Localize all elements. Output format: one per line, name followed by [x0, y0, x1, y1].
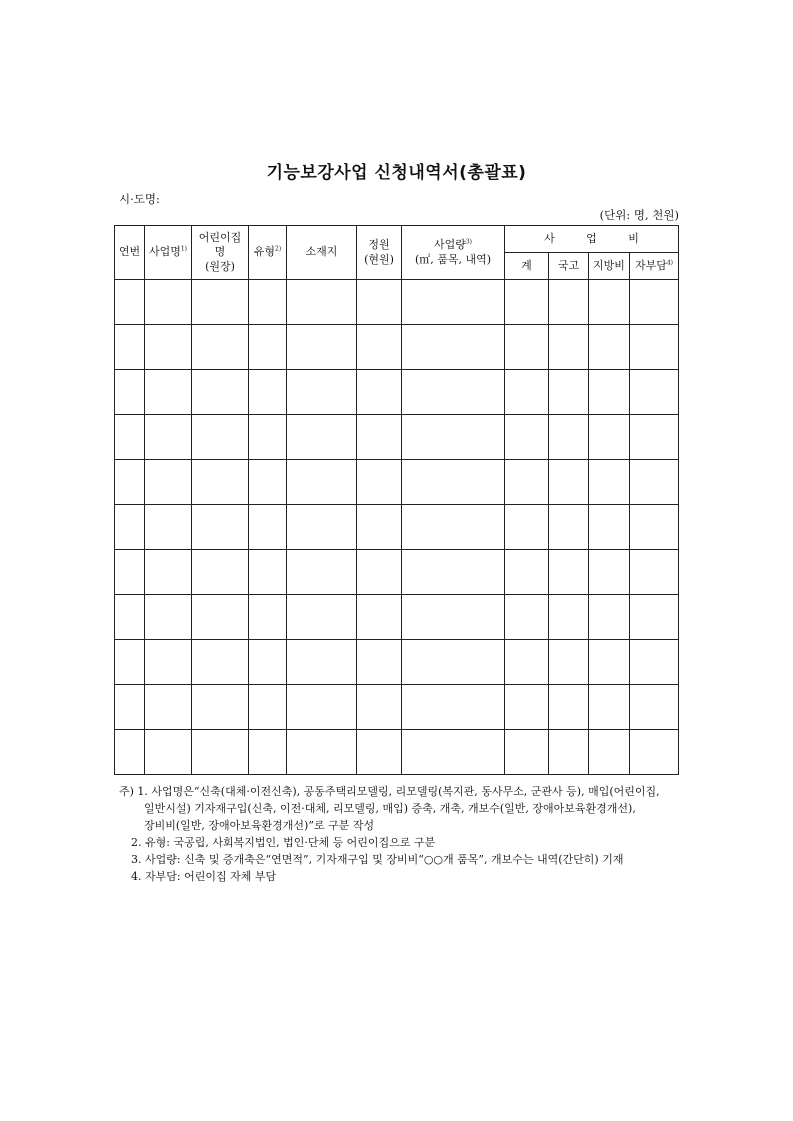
- header-cost-local: 지방비: [589, 253, 630, 280]
- table-row: [115, 325, 679, 370]
- table-cell[interactable]: [249, 685, 287, 730]
- table-cell[interactable]: [549, 595, 589, 640]
- table-row: [115, 415, 679, 460]
- table-cell[interactable]: [287, 685, 357, 730]
- table-cell[interactable]: [145, 550, 192, 595]
- table-cell[interactable]: [192, 280, 249, 325]
- table-cell[interactable]: [589, 280, 630, 325]
- table-cell[interactable]: [505, 550, 549, 595]
- table-cell[interactable]: [630, 370, 679, 415]
- header-cost-group: 사 업 비: [505, 226, 679, 253]
- table-cell[interactable]: [630, 550, 679, 595]
- table-cell[interactable]: [145, 325, 192, 370]
- footnote-4: 4. 자부담: 어린이집 자체 부담: [131, 870, 277, 883]
- table-cell[interactable]: [549, 730, 589, 775]
- table-cell[interactable]: [402, 685, 505, 730]
- header-cost-national: 국고: [549, 253, 589, 280]
- table-cell[interactable]: [589, 595, 630, 640]
- table-cell[interactable]: [145, 370, 192, 415]
- header-cost-total: 계: [505, 253, 549, 280]
- table-cell[interactable]: [249, 460, 287, 505]
- table-cell[interactable]: [402, 370, 505, 415]
- table-cell[interactable]: [357, 505, 402, 550]
- table-row: [115, 280, 679, 325]
- table-cell[interactable]: [115, 730, 145, 775]
- table-cell[interactable]: [287, 280, 357, 325]
- header-no: 연번: [115, 226, 145, 280]
- table-cell[interactable]: [630, 280, 679, 325]
- table-cell[interactable]: [115, 325, 145, 370]
- table-cell[interactable]: [287, 550, 357, 595]
- table-cell[interactable]: [589, 550, 630, 595]
- table-cell[interactable]: [589, 415, 630, 460]
- table-cell[interactable]: [115, 685, 145, 730]
- table-cell[interactable]: [357, 595, 402, 640]
- table-cell[interactable]: [249, 370, 287, 415]
- footnote-1-cont-2: 장비비(일반, 장애아보육환경개선)”로 구분 작성: [144, 819, 375, 832]
- table-cell[interactable]: [249, 730, 287, 775]
- table-cell[interactable]: [630, 325, 679, 370]
- table-cell[interactable]: [505, 730, 549, 775]
- table-cell[interactable]: [192, 550, 249, 595]
- table-cell[interactable]: [630, 415, 679, 460]
- table-cell[interactable]: [589, 505, 630, 550]
- table-cell[interactable]: [357, 415, 402, 460]
- table-row: [115, 550, 679, 595]
- table-cell[interactable]: [192, 505, 249, 550]
- table-cell[interactable]: [630, 460, 679, 505]
- header-quantity: 사업량$^{3)}$ (㎡, 품목, 내역): [402, 226, 505, 280]
- table-cell[interactable]: [192, 640, 249, 685]
- table-cell[interactable]: [115, 280, 145, 325]
- page-title: 기능보강사업 신청내역서(총괄표): [266, 163, 527, 183]
- table-cell[interactable]: [115, 640, 145, 685]
- table-cell[interactable]: [357, 640, 402, 685]
- table-cell[interactable]: [287, 640, 357, 685]
- footnote-2: 2. 유형: 국공립, 사회복지법인, 법인·단체 등 어린이집으로 구분: [131, 836, 436, 849]
- table-cell[interactable]: [402, 325, 505, 370]
- table-row: [115, 595, 679, 640]
- table-cell[interactable]: [192, 685, 249, 730]
- header-capacity: 정원 (현원): [357, 226, 402, 280]
- table-cell[interactable]: [630, 685, 679, 730]
- table-cell[interactable]: [115, 415, 145, 460]
- footnote-1-cont-1: 일반시설) 기자재구입(신축, 이전·대체, 리모델링, 매입) 증축, 개축, 개보수(일반, 장애아보육환경개선),: [144, 802, 636, 815]
- table-cell[interactable]: [287, 370, 357, 415]
- table-cell[interactable]: [357, 325, 402, 370]
- table-cell[interactable]: [145, 505, 192, 550]
- table-cell[interactable]: [115, 370, 145, 415]
- table-cell[interactable]: [505, 685, 549, 730]
- table-cell[interactable]: [589, 685, 630, 730]
- table-cell[interactable]: [505, 640, 549, 685]
- table-cell[interactable]: [249, 550, 287, 595]
- table-cell[interactable]: [630, 505, 679, 550]
- table-cell[interactable]: [249, 505, 287, 550]
- table-cell[interactable]: [145, 685, 192, 730]
- table-cell[interactable]: [402, 280, 505, 325]
- region-label: 시·도명:: [119, 192, 160, 206]
- table-row: [115, 460, 679, 505]
- table-cell[interactable]: [357, 730, 402, 775]
- table-cell[interactable]: [192, 595, 249, 640]
- table-cell[interactable]: [357, 685, 402, 730]
- table-cell[interactable]: [192, 730, 249, 775]
- table-cell[interactable]: [549, 640, 589, 685]
- table-cell[interactable]: [402, 505, 505, 550]
- table-cell[interactable]: [287, 730, 357, 775]
- table-cell[interactable]: [249, 280, 287, 325]
- table-cell[interactable]: [589, 370, 630, 415]
- header-location: 소재지: [287, 226, 357, 280]
- table-cell[interactable]: [145, 415, 192, 460]
- table-cell[interactable]: [505, 460, 549, 505]
- header-type: 유형$^{2)}$: [249, 226, 287, 280]
- table-cell[interactable]: [402, 730, 505, 775]
- table-cell[interactable]: [549, 370, 589, 415]
- table-cell[interactable]: [145, 640, 192, 685]
- table-cell[interactable]: [402, 595, 505, 640]
- header-cost-self: 자부담$^{4)}$: [630, 253, 679, 280]
- table-cell[interactable]: [287, 505, 357, 550]
- table-row: [115, 505, 679, 550]
- table-cell[interactable]: [630, 595, 679, 640]
- table-row: [115, 640, 679, 685]
- table-cell[interactable]: [505, 280, 549, 325]
- table-cell[interactable]: [505, 505, 549, 550]
- table-cell[interactable]: [402, 415, 505, 460]
- table-cell[interactable]: [505, 325, 549, 370]
- table-cell[interactable]: [115, 595, 145, 640]
- header-project-name: 사업명$^{1)}$: [145, 226, 192, 280]
- table-cell[interactable]: [402, 550, 505, 595]
- footnotes: [119, 783, 681, 885]
- table-cell[interactable]: [249, 595, 287, 640]
- table-cell[interactable]: [505, 595, 549, 640]
- table-cell[interactable]: [192, 415, 249, 460]
- table-cell[interactable]: [357, 460, 402, 505]
- table-cell[interactable]: [249, 640, 287, 685]
- table-cell[interactable]: [589, 460, 630, 505]
- table-cell[interactable]: [287, 460, 357, 505]
- table-cell[interactable]: [549, 550, 589, 595]
- table-cell[interactable]: [589, 640, 630, 685]
- table-cell[interactable]: [115, 505, 145, 550]
- table-row: [115, 685, 679, 730]
- table-body: [115, 280, 679, 775]
- unit-label: (단위: 명, 천원): [599, 208, 679, 222]
- table-cell[interactable]: [145, 595, 192, 640]
- table-cell[interactable]: [589, 325, 630, 370]
- table-cell[interactable]: [249, 415, 287, 460]
- table-cell[interactable]: [357, 550, 402, 595]
- application-summary-table: [114, 225, 679, 775]
- table-cell[interactable]: [145, 730, 192, 775]
- table-cell[interactable]: [549, 325, 589, 370]
- table-cell[interactable]: [145, 460, 192, 505]
- table-cell[interactable]: [287, 325, 357, 370]
- table-cell[interactable]: [115, 550, 145, 595]
- table-cell[interactable]: [505, 415, 549, 460]
- table-cell[interactable]: [192, 460, 249, 505]
- table-row: [115, 730, 679, 775]
- table-cell[interactable]: [402, 460, 505, 505]
- table-cell[interactable]: [192, 325, 249, 370]
- footnote-3: 3. 사업량: 신축 및 증개축은“연면적”, 기자재구입 및 장비비“○○개 품목”, 개보수는 내역(간단히) 기재: [131, 853, 624, 866]
- table-cell[interactable]: [357, 280, 402, 325]
- table-cell[interactable]: [630, 730, 679, 775]
- table-cell[interactable]: [549, 415, 589, 460]
- table-cell[interactable]: [630, 640, 679, 685]
- table-cell[interactable]: [549, 505, 589, 550]
- table-cell[interactable]: [549, 460, 589, 505]
- table-cell[interactable]: [115, 460, 145, 505]
- table-cell[interactable]: [549, 685, 589, 730]
- table-cell[interactable]: [402, 640, 505, 685]
- table-cell[interactable]: [192, 370, 249, 415]
- table-cell[interactable]: [287, 595, 357, 640]
- table-cell[interactable]: [357, 370, 402, 415]
- table-cell[interactable]: [249, 325, 287, 370]
- table-row: [115, 370, 679, 415]
- table-cell[interactable]: [287, 415, 357, 460]
- table-cell[interactable]: [505, 370, 549, 415]
- header-center-name: 어린이집 명 (원장): [192, 226, 249, 280]
- table-cell[interactable]: [145, 280, 192, 325]
- footnote-1: 주) 1. 사업명은“신축(대체·이전신축), 공동주택리모델링, 리모델링(복지관, 동사무소, 군관사 등), 매입(어린이집,: [119, 785, 660, 798]
- table-cell[interactable]: [589, 730, 630, 775]
- table-cell[interactable]: [549, 280, 589, 325]
